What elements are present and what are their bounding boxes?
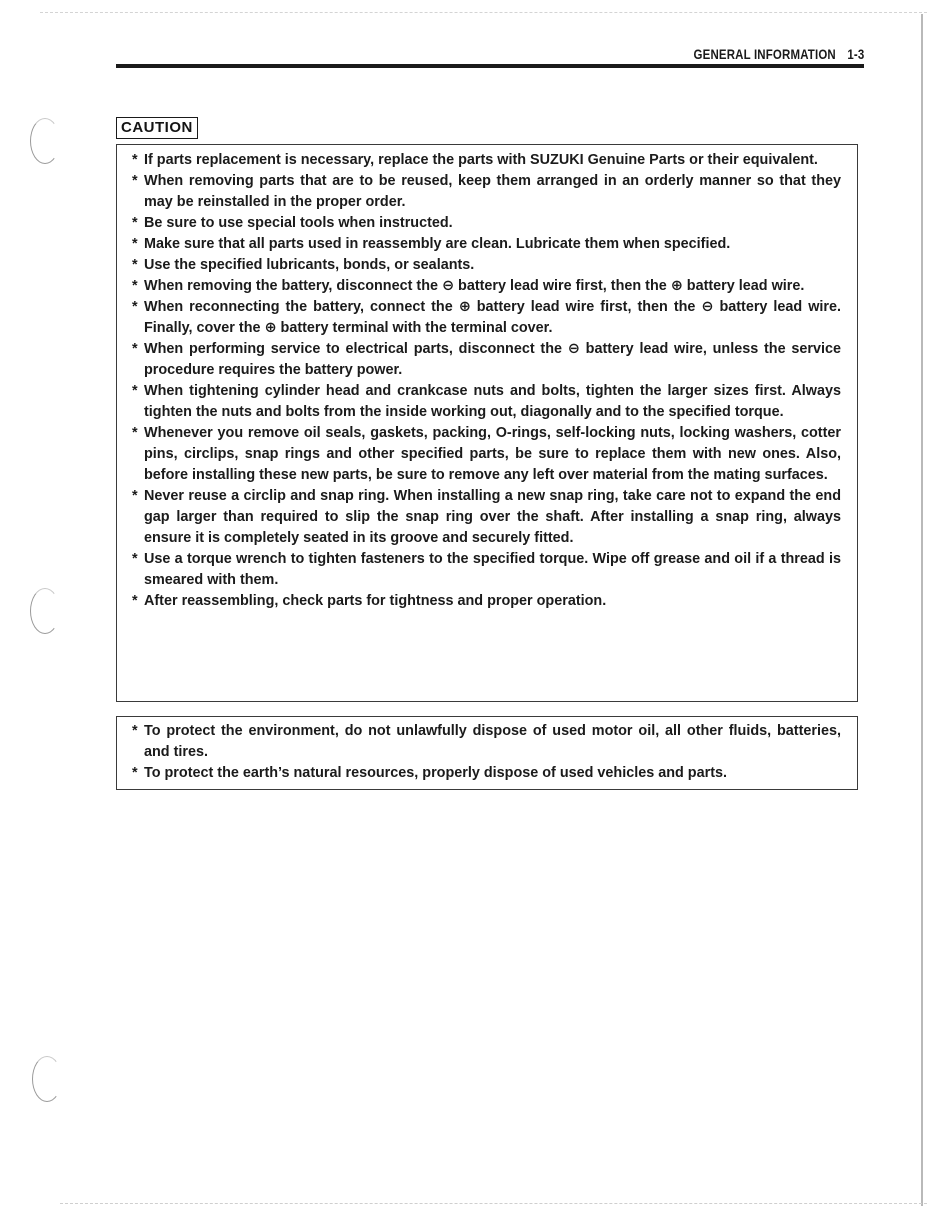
caution-label: CAUTION	[116, 117, 198, 139]
scan-edge-right	[921, 14, 923, 1206]
caution-box	[116, 144, 858, 702]
caution-item: * After reassembling, check parts for tightness and proper operation.	[131, 591, 841, 612]
caution-item: * Never reuse a circlip and snap ring. When installing a new snap ring, take care not to expand the end gap larger than required to slip the snap ring over the shaft. After installing a snap ring, always ensure it is completely seated in its groove and securely fitted.	[131, 486, 841, 549]
scan-edge-top	[40, 12, 927, 13]
caution-item: * If parts replacement is necessary, replace the parts with SUZUKI Genuine Parts or their equivalent.	[131, 150, 841, 171]
caution-item: * Make sure that all parts used in reassembly are clean. Lubricate them when specified.	[131, 234, 841, 255]
header-rule	[116, 64, 864, 68]
scan-edge-bottom	[60, 1203, 927, 1204]
caution-item: * When tightening cylinder head and crankcase nuts and bolts, tighten the larger sizes first. Always tighten the nuts and bolts from the inside working out, diagonally and to the specified torque.	[131, 381, 841, 423]
page-number: 1-3	[846, 46, 864, 62]
environment-box	[116, 716, 858, 790]
caution-item: * Whenever you remove oil seals, gaskets, packing, O-rings, self-locking nuts, locking washers, cotter pins, circlips, snap rings and other specified parts, be sure to replace them with new ones. Also, before installing these new parts, be sure to remove any left over material from the mating surfaces.	[131, 423, 841, 486]
caution-item: * Use the specified lubricants, bonds, or sealants.	[131, 255, 841, 276]
caution-item: * When performing service to electrical parts, disconnect the ⊖ battery lead wire, unless the service procedure requires the battery power.	[131, 339, 841, 381]
binder-hole-middle	[30, 588, 60, 634]
binder-hole-bottom	[32, 1056, 62, 1102]
caution-item: * Be sure to use special tools when instructed.	[131, 213, 841, 234]
environment-list	[131, 721, 841, 784]
caution-item: * When removing the battery, disconnect the ⊖ battery lead wire first, then the ⊕ battery lead wire.	[131, 276, 841, 297]
caution-list	[131, 150, 841, 612]
binder-hole-top	[30, 118, 60, 164]
environment-item: * To protect the earth’s natural resources, properly dispose of used vehicles and parts.	[131, 763, 841, 784]
running-head	[693, 46, 864, 62]
section-title: GENERAL INFORMATION	[693, 46, 836, 62]
caution-item: * Use a torque wrench to tighten fasteners to the specified torque. Wipe off grease and oil if a thread is smeared with them.	[131, 549, 841, 591]
caution-item: * When removing parts that are to be reused, keep them arranged in an orderly manner so that they may be reinstalled in the proper order.	[131, 171, 841, 213]
caution-item: * When reconnecting the battery, connect the ⊕ battery lead wire first, then the ⊖ battery lead wire. Finally, cover the ⊕ battery terminal with the terminal cover.	[131, 297, 841, 339]
environment-item: * To protect the environment, do not unlawfully dispose of used motor oil, all other fluids, batteries, and tires.	[131, 721, 841, 763]
